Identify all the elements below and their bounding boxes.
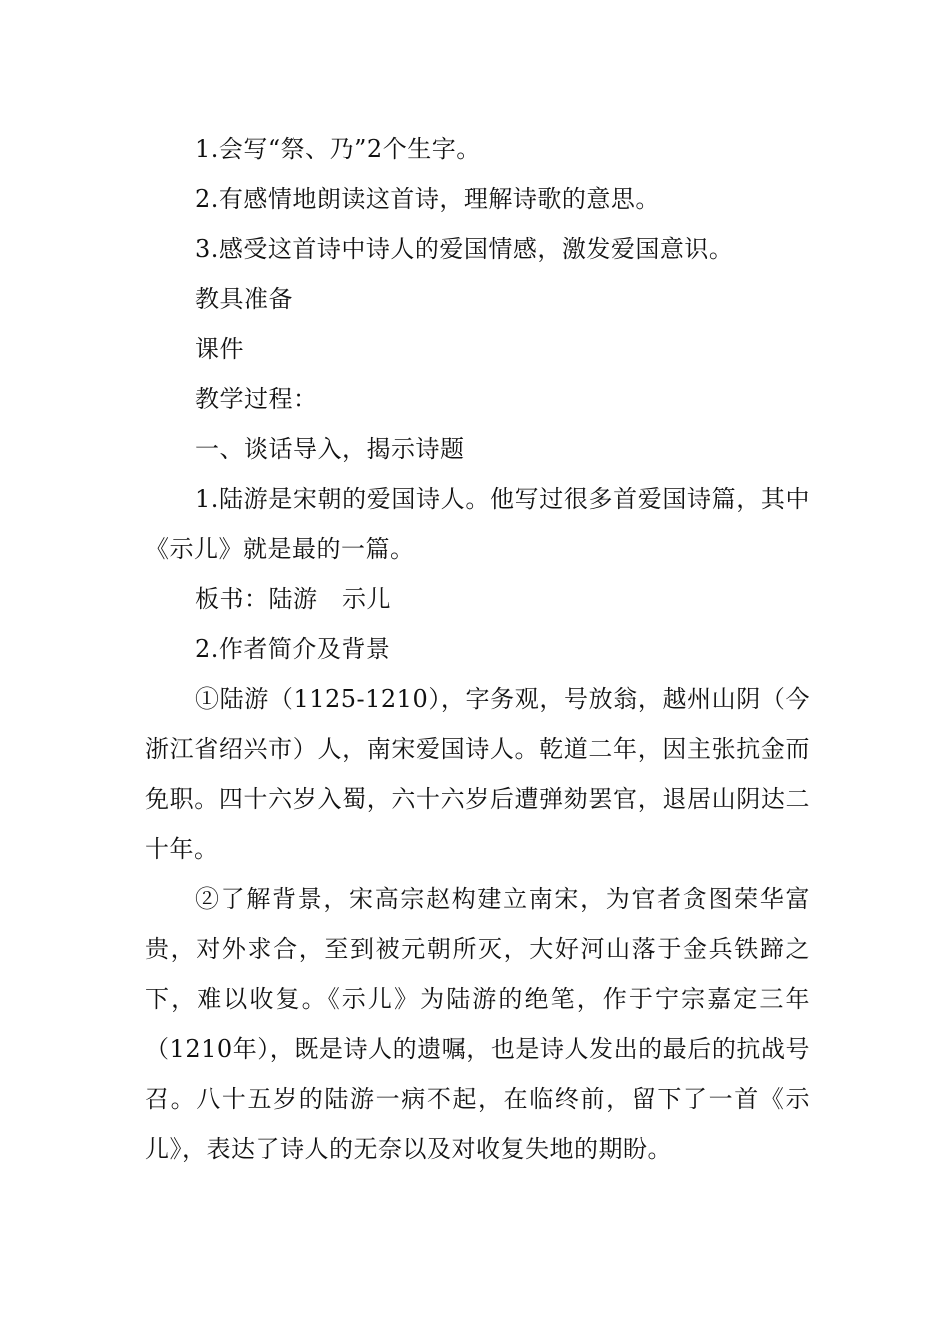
section-heading-process: 教学过程： [195,385,318,413]
document-page [145,124,810,1174]
author-background-heading: 2.作者简介及背景 [195,635,391,663]
objective-3: 3.感受这首诗中诗人的爱国情感，激发爱国意识。 [195,235,734,263]
background-paragraph: ②了解背景，宋高宗赵构建立南宋，为官者贪图荣华富贵，对外求合，至到被元朝所灭，大好河山落于金兵铁蹄之下，难以收复。《示儿》为陆游的绝笔，作于宁宗嘉定三年（1210年），既是诗人的遗嘱，也是诗人发出的最后的抗战号召。八十五岁的陆游一病不起，在临终前，留下了一首《示儿》，表达了诗人的无奈以及对收复失地的期盼。 [145,885,810,1163]
intro-paragraph: 1.陆游是宋朝的爱国诗人。他写过很多首爱国诗篇，其中《示儿》就是最的一篇。 [145,485,810,563]
materials-item: 课件 [195,335,244,363]
objective-2: 2.有感情地朗读这首诗，理解诗歌的意思。 [195,185,660,213]
section-heading-materials: 教具准备 [195,285,293,313]
step-heading-intro: 一、谈话导入，揭示诗题 [195,435,465,463]
author-bio-paragraph: ①陆游（1125-1210），字务观，号放翁，越州山阴（今浙江省绍兴市）人，南宋爱国诗人。乾道二年，因主张抗金而免职。四十六岁入蜀，六十六岁后遭弹劾罢官，退居山阴达二十年。 [145,685,810,863]
objective-1: 1.会写“祭、乃”2个生字。 [195,135,481,163]
blackboard-note: 板书：陆游 示儿 [195,585,391,613]
